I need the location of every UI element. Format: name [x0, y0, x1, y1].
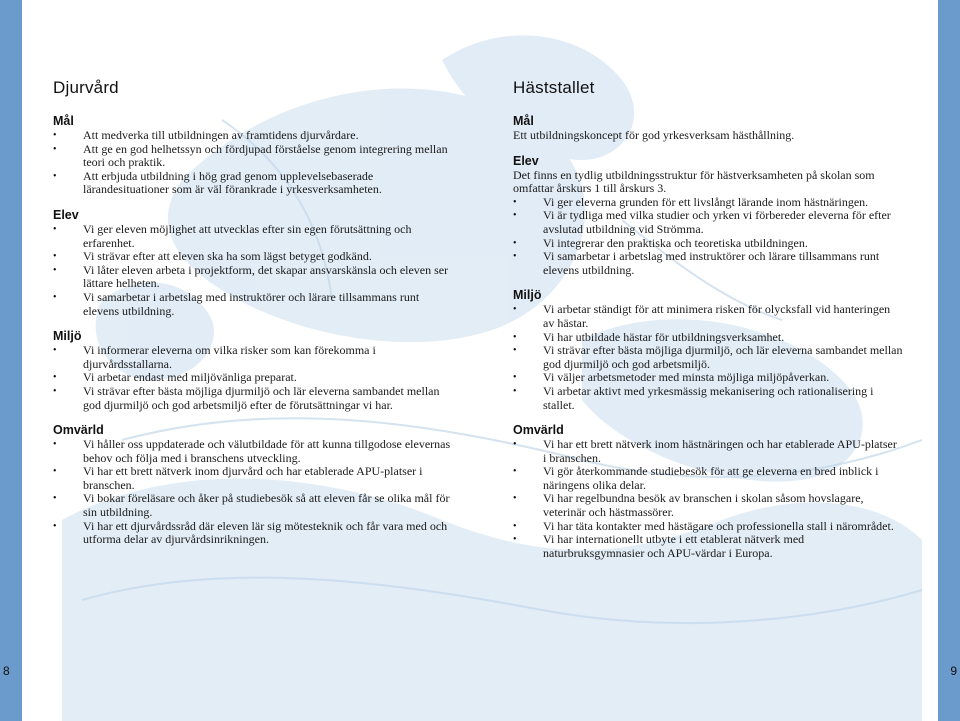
bullet-item: • Vi gör återkommande studiebesök för att ge eleverna en bred inblick i näringens olika delar.	[513, 465, 903, 492]
section-heading: Miljö	[513, 288, 542, 303]
bullet-item: • Vi samarbetar i arbetslag med instruktörer och lärare tillsammans runt elevens utbildning.	[513, 250, 903, 277]
bullet-item: • Att ge en god helhetssyn och fördjupad förståelse genom integrering mellan teori och praktik.	[53, 143, 453, 170]
section-heading: Elev	[513, 153, 539, 168]
section-text: Ett utbildningskoncept för god yrkesverksam hästhållning.	[513, 128, 795, 142]
bullet-list	[53, 129, 453, 197]
section-text: Det finns en tydlig utbildningsstruktur för hästverksamheten på skolan som omfattar årskurs 1 till årskurs 3.	[513, 167, 875, 196]
bullet-item: • Vi har regelbundna besök av branschen i skolan såsom hovslagare, veterinär och hästmassörer.	[513, 492, 903, 519]
page-number-right: 9	[950, 664, 957, 678]
section-heading: Elev	[53, 207, 79, 222]
bullet-item: • Vi strävar efter bästa möjliga djurmiljö, och lär eleverna sambandet mellan god djurmiljö och god arbetsmiljö.	[513, 344, 903, 371]
left-margin-bar	[0, 0, 22, 721]
section-heading: Mål	[513, 114, 534, 128]
bullet-list	[53, 223, 453, 318]
bullet-item: • Vi informerar eleverna om vilka risker som kan förekomma i djurvårdsstallarna.	[53, 344, 453, 371]
right-sections	[513, 114, 903, 560]
bullet-list	[513, 196, 903, 278]
section-heading: Mål	[53, 114, 74, 128]
bullet-item: • Vi arbetar aktivt med yrkesmässig mekanisering och rationalisering i stallet.	[513, 385, 903, 412]
bullet-item: • Vi arbetar ständigt för att minimera risken för olycksfall vid hanteringen av hästar.	[513, 303, 903, 330]
page-title-djurvard: Djurvård	[53, 78, 119, 97]
bullet-item: • Vi har ett brett nätverk inom hästnäringen och har etablerade APU-platser i branschen.	[513, 438, 903, 465]
bullet-item: • Vi har ett brett nätverk inom djurvård och har etablerade APU-platser i branschen.	[53, 465, 453, 492]
bullet-item: • Vi ger eleven möjlighet att utvecklas efter sin egen förutsättning och erfarenhet.	[53, 223, 453, 250]
section-heading: Omvärld	[53, 423, 104, 438]
section-heading: Omvärld	[513, 423, 564, 438]
bullet-list	[513, 303, 903, 412]
bullet-item: • Vi väljer arbetsmetoder med minsta möjliga miljöpåverkan.	[513, 371, 903, 385]
bullet-item: • Att medverka till utbildningen av framtidens djurvårdare.	[53, 129, 453, 143]
page-number-left: 8	[3, 664, 10, 678]
section	[513, 154, 903, 278]
section	[513, 423, 903, 560]
right-column	[513, 78, 903, 571]
bullet-item: • Att erbjuda utbildning i hög grad genom upplevelsebaserade lärandesituationer som är väl förankrade i yrkesverksamheten.	[53, 170, 453, 197]
bullet-item: • Vi integrerar den praktiska och teoretiska utbildningen.	[513, 237, 903, 251]
bullet-item: • Vi samarbetar i arbetslag med instruktörer och lärare tillsammans runt elevens utbildning.	[53, 291, 453, 318]
page-title-haststallet: Häststallet	[513, 78, 595, 97]
bullet-item: • Vi ger eleverna grunden för ett livslångt lärande inom hästnäringen.	[513, 196, 903, 210]
section-heading: Miljö	[53, 329, 82, 344]
bullet-item: • Vi har internationellt utbyte i ett etablerat nätverk med naturbruksgymnasier och APU-värdar i Europa.	[513, 533, 903, 560]
bullet-list	[513, 438, 903, 560]
left-column	[53, 78, 453, 558]
section	[53, 208, 453, 318]
section	[53, 329, 453, 412]
bullet-item: • Vi är tydliga med vilka studier och yrken vi förbereder eleverna för efter avslutad utbildning vid Strömma.	[513, 209, 903, 236]
bullet-list	[53, 344, 453, 412]
section	[53, 423, 453, 547]
bullet-item: • Vi har täta kontakter med hästägare och professionella stall i närområdet.	[513, 520, 903, 534]
bullet-list	[53, 438, 453, 547]
bullet-item: • Vi har utbildade hästar för utbildningsverksamhet.	[513, 331, 903, 345]
bullet-item: • Vi har ett djurvårdssråd där eleven lär sig mötesteknik och får vara med och utforma delar av djurvårdsinrikningen.	[53, 520, 453, 547]
bullet-item: • Vi håller oss uppdaterade och välutbildade för att kunna tillgodose elevernas behov och följa med i branschens utveckling.	[53, 438, 453, 465]
right-margin-bar	[938, 0, 960, 721]
section	[513, 288, 903, 412]
bullet-item: • Vi strävar efter bästa möjliga djurmiljö och lär eleverna sambandet mellan god djurmiljö och god arbetsmiljö efter de förutsättningar vi har.	[53, 385, 453, 412]
bullet-item: • Vi låter eleven arbeta i projektform, det skapar ansvarskänsla och eleven ser lättare helheten.	[53, 264, 453, 291]
bullet-item: • Vi bokar föreläsare och åker på studiebesök så att eleven får se olika mål för sin utbildning.	[53, 492, 453, 519]
section	[513, 114, 903, 143]
section	[53, 114, 453, 197]
left-sections	[53, 114, 453, 547]
bullet-item: • Vi strävar efter att eleven ska ha som lägst betyget godkänd.	[53, 250, 453, 264]
bullet-item: • Vi arbetar endast med miljövänliga preparat.	[53, 371, 453, 385]
